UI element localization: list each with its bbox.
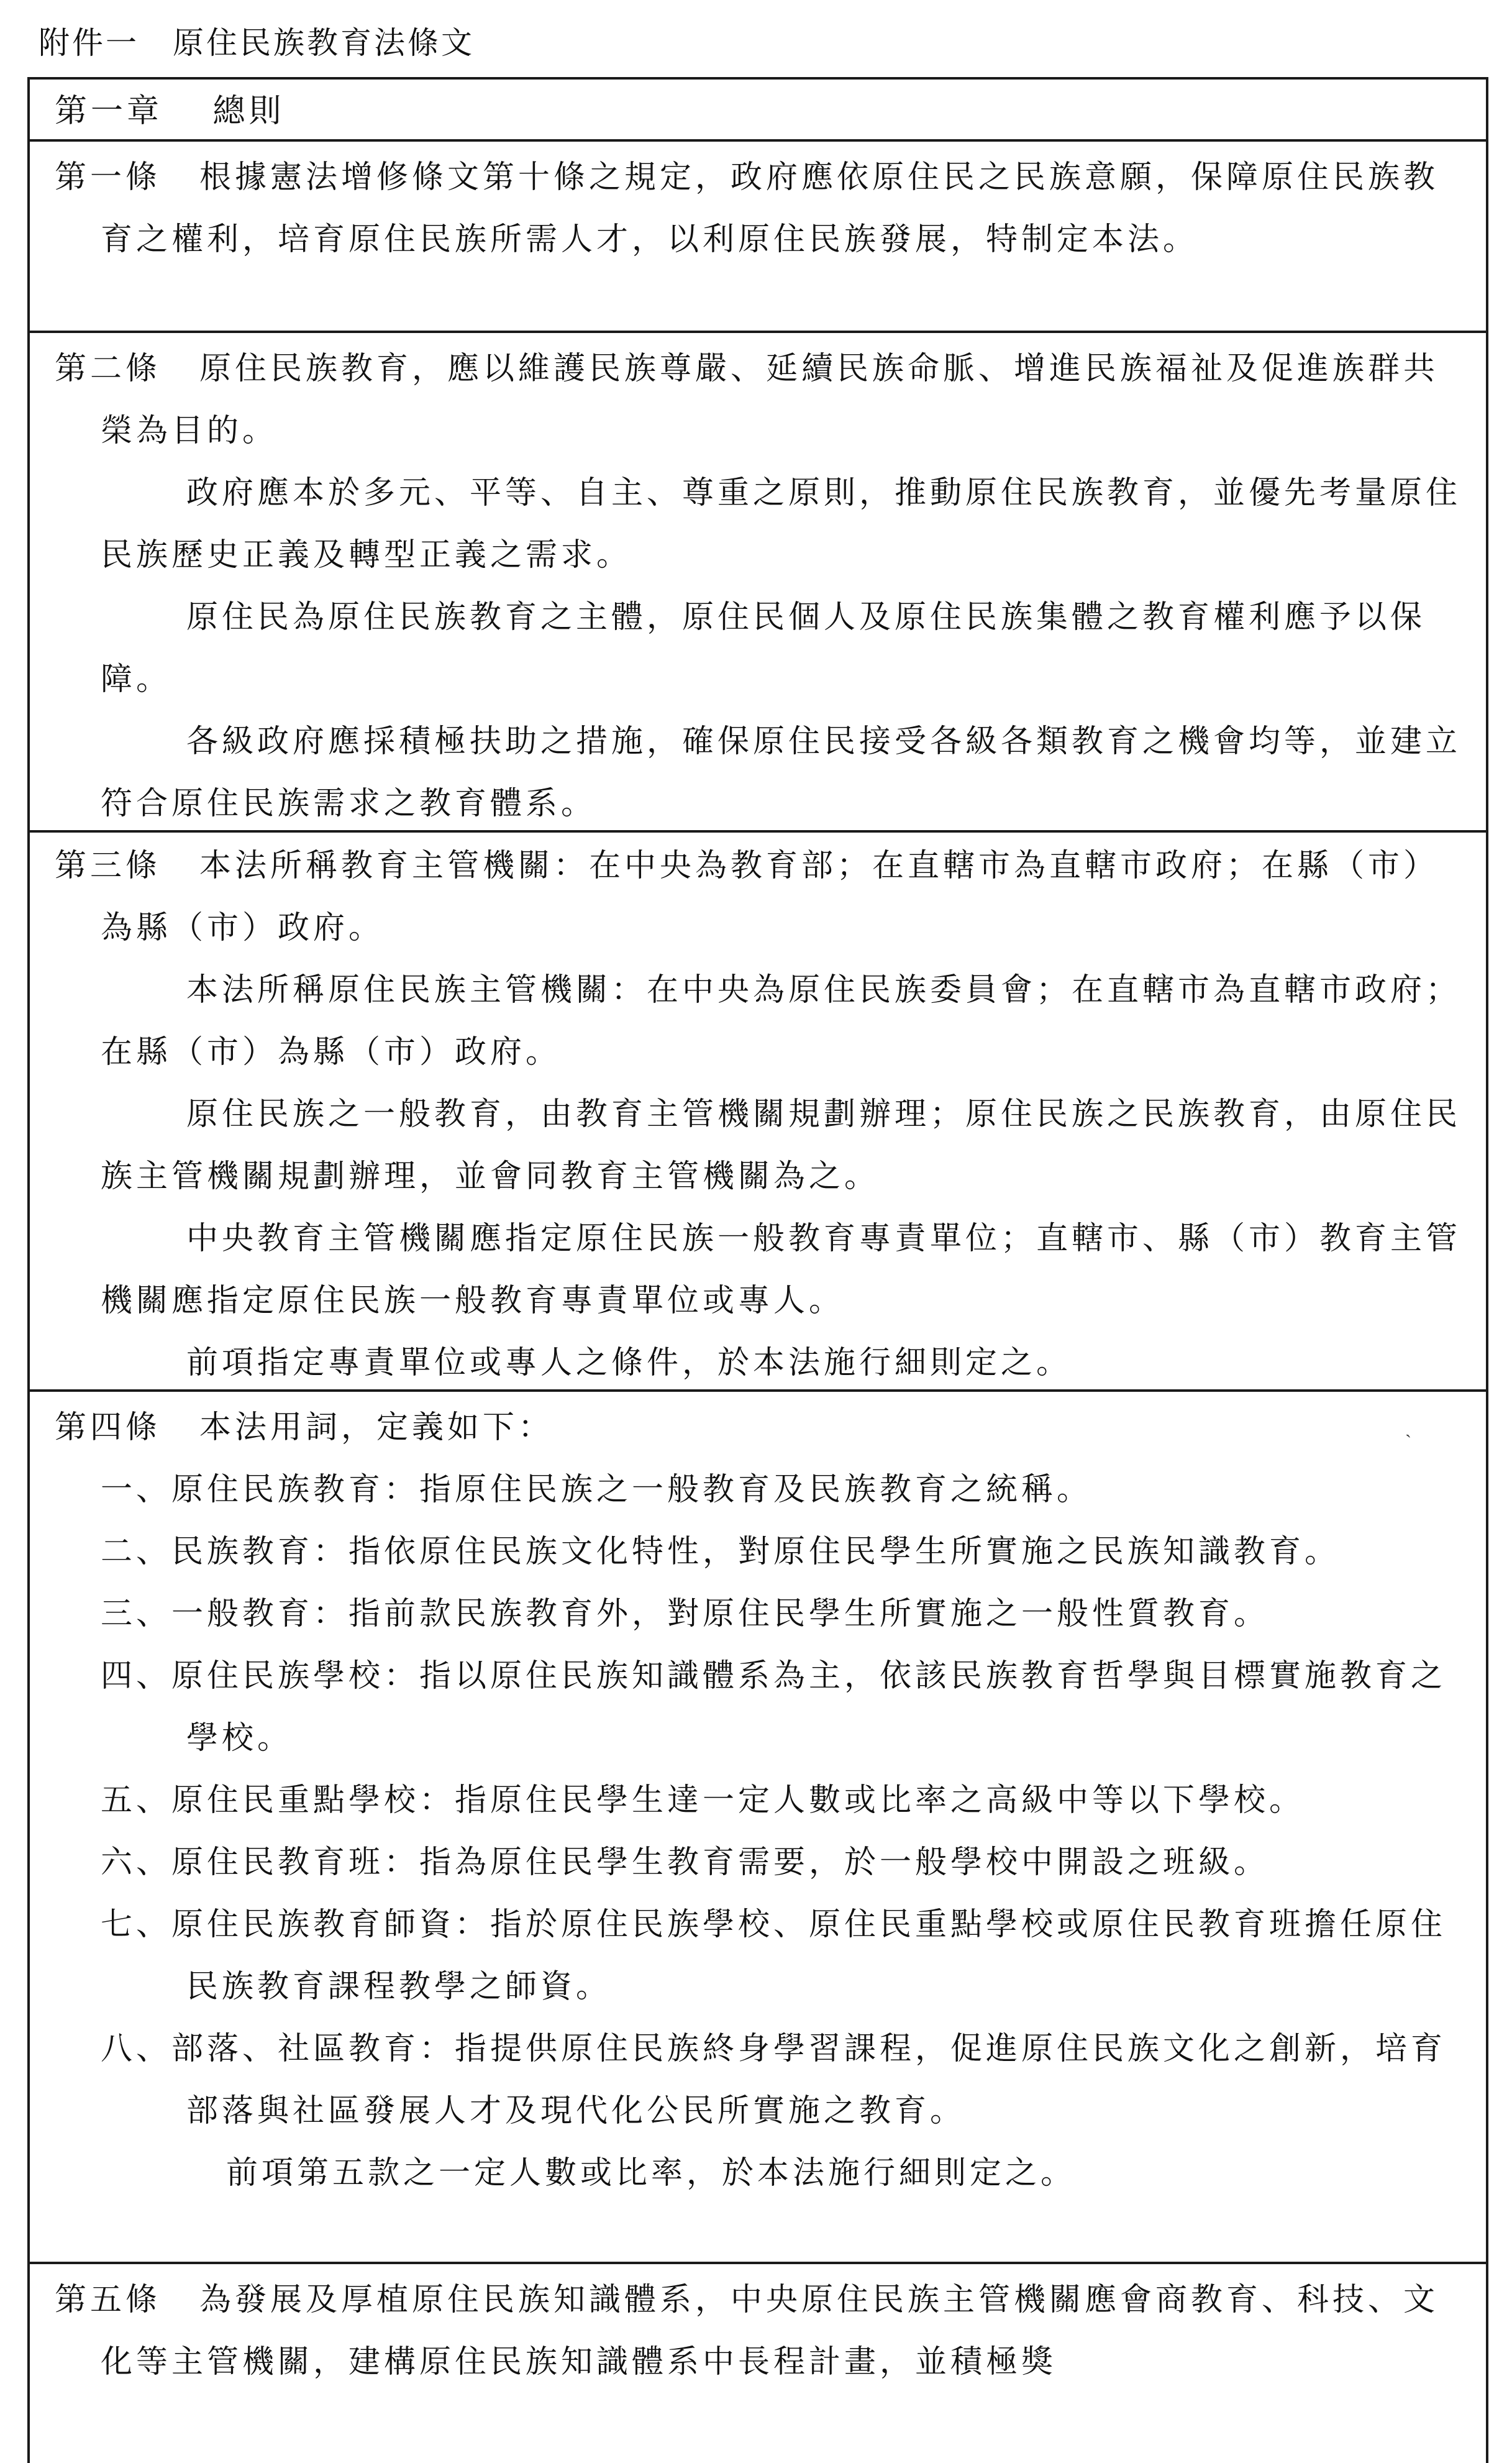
article-paragraph: 政府應本於多元、平等、自主、尊重之原則，推動原住民族教育，並優先考量原住民族歷史正義及轉型正義之需求。 xyxy=(101,475,1462,573)
article-paragraph xyxy=(55,338,1461,462)
article-title: 第三條 xyxy=(55,848,162,884)
article-paragraph xyxy=(55,147,1461,271)
article-title: 第二條 xyxy=(55,350,162,387)
article-paragraph: 前項第五款之一定人數或比率，於本法施行細則定之。 xyxy=(226,2155,1077,2191)
article-paragraph: 本法所稱原住民族主管機關：在中央為原住民族委員會；在直轄市為直轄市政府；在縣（市）為縣（市）政府。 xyxy=(101,972,1462,1071)
article-text: 為發展及厚植原住民族知識體系，中央原住民族主管機關應會商教育、科技、文化等主管機關，建構原住民族知識體系中長程計畫，並積極獎 xyxy=(101,2282,1439,2380)
article-paragraph: 各級政府應採積極扶助之措施，確保原住民接受各級各類教育之機會均等，並建立符合原住民族需求之教育體系。 xyxy=(101,723,1462,822)
article-paragraph xyxy=(55,1397,1461,1459)
definition-item: 八、部落、社區教育：指提供原住民族終身學習課程，促進原住民族文化之創新，培育部落與社區發展人才及現代化公民所實施之教育。 xyxy=(101,2031,1447,2129)
article-title: 第五條 xyxy=(55,2282,162,2318)
article-text: 本法所稱教育主管機關：在中央為教育部；在直轄市為直轄市政府；在縣（市）為縣（市）政府。 xyxy=(101,848,1439,946)
article-4 xyxy=(30,1392,1486,2264)
article-title: 第四條 xyxy=(55,1409,162,1446)
article-paragraph: 前項指定專責單位或專人之條件，於本法施行細則定之。 xyxy=(186,1345,1072,1381)
article-text: 本法用詞，定義如下： xyxy=(199,1409,554,1446)
chapter-row xyxy=(30,80,1486,142)
article-paragraph: 原住民族之一般教育，由教育主管機關規劃辦理；原住民族之民族教育，由原住民族主管機關規劃辦理，並會同教育主管機關為之。 xyxy=(101,1096,1462,1195)
article-paragraph xyxy=(55,2269,1461,2393)
article-text: 原住民族教育，應以維護民族尊嚴、延續民族命脈、增進民族福祉及促進族群共榮為目的。 xyxy=(101,350,1439,449)
law-table xyxy=(27,77,1488,2463)
article-text: 根據憲法增修條文第十條之規定，政府應依原住民之民族意願，保障原住民族教育之權利，培育原住民族所需人才，以利原住民族發展，特制定本法。 xyxy=(101,159,1439,258)
definition-item: 二、民族教育：指依原住民族文化特性，對原住民學生所實施之民族知識教育。 xyxy=(101,1533,1341,1570)
chapter-label: 第一章 總則 xyxy=(55,93,285,130)
article-5 xyxy=(30,2264,1486,2463)
definition-item: 三、一般教育：指前款民族教育外，對原住民學生所實施之一般性質教育。 xyxy=(101,1596,1270,1632)
definition-item: 一、原住民族教育：指原住民族之一般教育及民族教育之統稱。 xyxy=(101,1471,1093,1508)
article-paragraph: 中央教育主管機關應指定原住民族一般教育專責單位；直轄市、縣（市）教育主管機關應指定原住民族一般教育專責單位或專人。 xyxy=(101,1220,1462,1319)
definition-item: 七、原住民族教育師資：指於原住民族學校、原住民重點學校或原住民教育班擔任原住民族教育課程教學之師資。 xyxy=(101,1906,1447,2005)
definition-item: 四、原住民族學校：指以原住民族知識體系為主，依該民族教育哲學與目標實施教育之學校。 xyxy=(101,1658,1447,1757)
article-paragraph xyxy=(55,835,1461,959)
definition-item: 五、原住民重點學校：指原住民學生達一定人數或比率之高級中等以下學校。 xyxy=(101,1782,1305,1819)
article-paragraph: 原住民為原住民族教育之主體，原住民個人及原住民族集體之教育權利應予以保障。 xyxy=(101,599,1426,698)
page-title: 附件一 原住民族教育法條文 xyxy=(39,25,475,61)
article-1 xyxy=(30,142,1486,333)
stray-mark: ˏ xyxy=(1405,1417,1411,1438)
article-title: 第一條 xyxy=(55,159,162,196)
article-2 xyxy=(30,333,1486,833)
definition-item: 六、原住民教育班：指為原住民學生教育需要，於一般學校中開設之班級。 xyxy=(101,1844,1270,1881)
article-3 xyxy=(30,833,1486,1392)
